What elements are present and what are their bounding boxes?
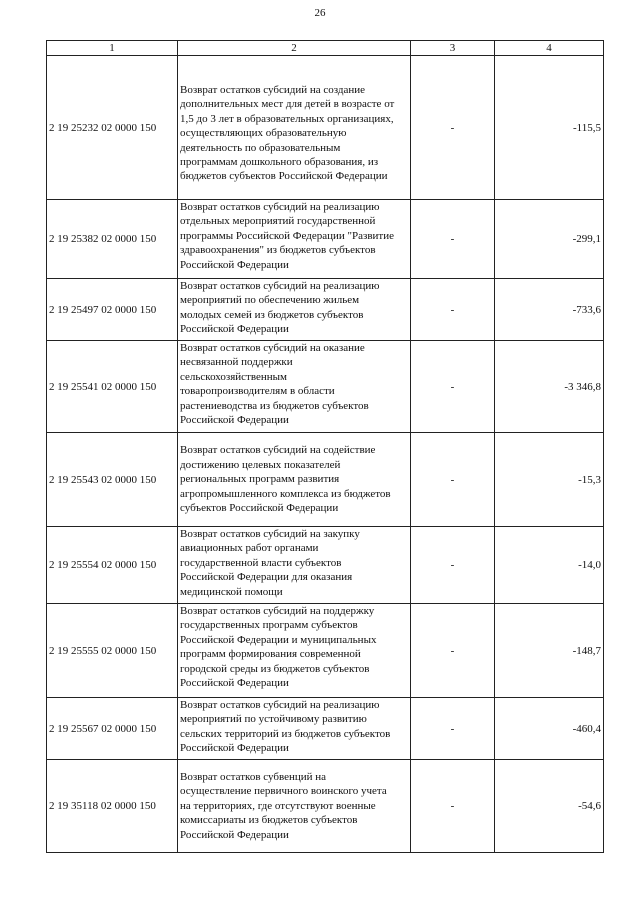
row-col3: - xyxy=(411,341,495,433)
table-row xyxy=(47,604,604,698)
row-value: -733,6 xyxy=(495,279,604,341)
row-description: Возврат остатков субвенций на осуществление первичного воинского учета на территориях, где отсутствуют военные комиссариаты из бюджетов субъектов Российской Федерации xyxy=(178,760,411,853)
row-description: Возврат остатков субсидий на реализацию отдельных мероприятий государственной программы Российской Федерации "Развитие здравоохранения" из бюджетов субъектов Российской Федерации xyxy=(178,200,411,279)
row-description: Возврат остатков субсидий на поддержку государственных программ субъектов Российской Федерации и муниципальных программ формирования современной городской среды из бюджетов субъектов Российской Федерации xyxy=(178,604,411,698)
row-description: Возврат остатков субсидий на содействие достижению целевых показателей региональных программ развития агропромышленного комплекса из бюджетов субъектов Российской Федерации xyxy=(178,433,411,527)
header-col-4: 4 xyxy=(495,41,604,56)
row-col3: - xyxy=(411,279,495,341)
row-value: -14,0 xyxy=(495,527,604,604)
row-value: -115,5 xyxy=(495,56,604,200)
row-description: Возврат остатков субсидий на создание дополнительных мест для детей в возрасте от 1,5 до 3 лет в образовательных организациях, осуществляющих образовательную деятельность по образовательным программам дошкольного образования, из бюджетов субъектов Российской Федерации xyxy=(178,56,411,200)
table-row xyxy=(47,527,604,604)
header-col-3: 3 xyxy=(411,41,495,56)
row-code: 2 19 25541 02 0000 150 xyxy=(47,341,178,433)
row-value: -148,7 xyxy=(495,604,604,698)
header-col-1: 1 xyxy=(47,41,178,56)
table-header-row xyxy=(47,41,604,56)
table-row xyxy=(47,433,604,527)
row-value: -15,3 xyxy=(495,433,604,527)
row-col3: - xyxy=(411,433,495,527)
row-code: 2 19 25497 02 0000 150 xyxy=(47,279,178,341)
row-col3: - xyxy=(411,56,495,200)
table-row xyxy=(47,341,604,433)
row-col3: - xyxy=(411,604,495,698)
row-code: 2 19 25543 02 0000 150 xyxy=(47,433,178,527)
row-col3: - xyxy=(411,698,495,760)
header-col-2: 2 xyxy=(178,41,411,56)
row-code: 2 19 25232 02 0000 150 xyxy=(47,56,178,200)
row-value: -460,4 xyxy=(495,698,604,760)
row-value: -299,1 xyxy=(495,200,604,279)
budget-table xyxy=(46,40,604,853)
table-row xyxy=(47,760,604,853)
row-col3: - xyxy=(411,527,495,604)
row-value: -3 346,8 xyxy=(495,341,604,433)
row-col3: - xyxy=(411,200,495,279)
row-code: 2 19 25567 02 0000 150 xyxy=(47,698,178,760)
page-number: 26 xyxy=(314,7,326,19)
row-description: Возврат остатков субсидий на оказание несвязанной поддержки сельскохозяйственным товаропроизводителям в области растениеводства из бюджетов субъектов Российской Федерации xyxy=(178,341,411,433)
table-row xyxy=(47,56,604,200)
row-description: Возврат остатков субсидий на реализацию мероприятий по обеспечению жильем молодых семей из бюджетов субъектов Российской Федерации xyxy=(178,279,411,341)
row-description: Возврат остатков субсидий на реализацию мероприятий по устойчивому развитию сельских территорий из бюджетов субъектов Российской Федерации xyxy=(178,698,411,760)
table-row xyxy=(47,200,604,279)
table-row xyxy=(47,279,604,341)
row-code: 2 19 25554 02 0000 150 xyxy=(47,527,178,604)
row-code: 2 19 25382 02 0000 150 xyxy=(47,200,178,279)
row-value: -54,6 xyxy=(495,760,604,853)
row-col3: - xyxy=(411,760,495,853)
row-code: 2 19 25555 02 0000 150 xyxy=(47,604,178,698)
table-row xyxy=(47,698,604,760)
row-code: 2 19 35118 02 0000 150 xyxy=(47,760,178,853)
row-description: Возврат остатков субсидий на закупку авиационных работ органами государственной власти субъектов Российской Федерации для оказания медицинской помощи xyxy=(178,527,411,604)
